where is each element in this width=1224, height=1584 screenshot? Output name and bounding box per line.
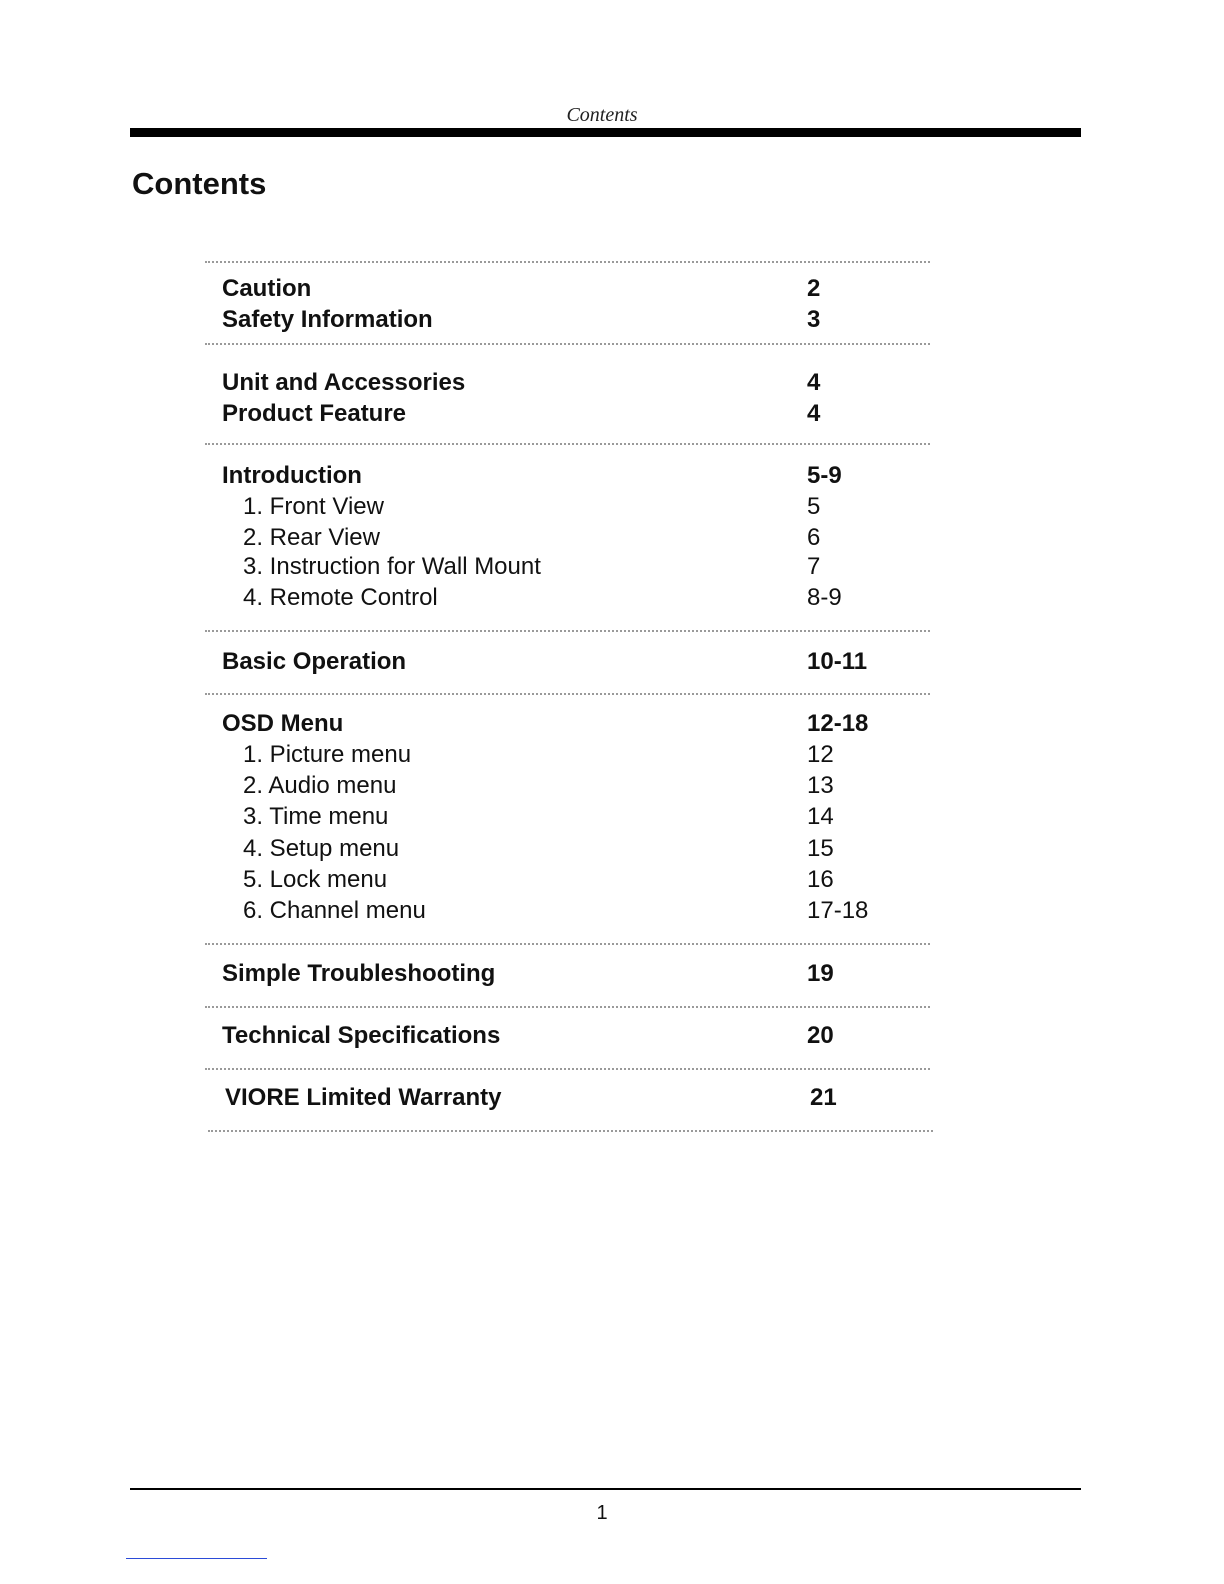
- toc-entry-limited-warranty[interactable]: VIORE Limited Warranty: [225, 1084, 502, 1111]
- toc-entry-basic-operation[interactable]: Basic Operation: [222, 648, 407, 675]
- section-divider: [208, 1130, 933, 1132]
- toc-entry-introduction[interactable]: Introduction: [222, 462, 362, 489]
- toc-entry-caution[interactable]: Caution: [222, 275, 312, 302]
- toc-page-unit-accessories[interactable]: 4: [807, 369, 821, 396]
- toc-entry-osd-menu[interactable]: OSD Menu: [222, 710, 344, 737]
- toc-entry-unit-accessories[interactable]: Unit and Accessories: [222, 369, 466, 396]
- toc-page-introduction[interactable]: 5-9: [807, 462, 842, 489]
- toc-page-caution[interactable]: 2: [807, 275, 821, 302]
- toc-page-time-menu[interactable]: 14: [807, 803, 834, 830]
- toc-entry-safety[interactable]: Safety Information: [222, 306, 433, 333]
- page-number: 1: [596, 1502, 608, 1524]
- running-header: Contents: [566, 104, 638, 126]
- toc-entry-technical-specifications[interactable]: Technical Specifications: [222, 1022, 501, 1049]
- toc-entry-wall-mount[interactable]: 3. Instruction for Wall Mount: [243, 553, 541, 580]
- toc-entry-audio-menu[interactable]: 2. Audio menu: [243, 772, 397, 799]
- toc-page-channel-menu[interactable]: 17-18: [807, 897, 869, 924]
- toc-page-troubleshooting[interactable]: 19: [807, 960, 834, 987]
- toc-entry-time-menu[interactable]: 3. Time menu: [243, 803, 389, 830]
- toc-entry-troubleshooting[interactable]: Simple Troubleshooting: [222, 960, 496, 987]
- section-divider: [205, 693, 930, 695]
- toc-page-picture-menu[interactable]: 12: [807, 741, 834, 768]
- toc-page-rear-view[interactable]: 6: [807, 524, 821, 551]
- section-divider: [205, 1006, 930, 1008]
- toc-page-technical-specifications[interactable]: 20: [807, 1022, 834, 1049]
- section-divider: [205, 943, 930, 945]
- toc-page-limited-warranty[interactable]: 21: [810, 1084, 837, 1111]
- toc-page-basic-operation[interactable]: 10-11: [807, 648, 868, 675]
- toc-entry-remote-control[interactable]: 4. Remote Control: [243, 584, 438, 611]
- section-divider: [205, 630, 930, 632]
- toc-page-wall-mount[interactable]: 7: [807, 553, 821, 580]
- section-divider: [205, 343, 930, 345]
- toc-page-front-view[interactable]: 5: [807, 493, 821, 520]
- toc-page-safety[interactable]: 3: [807, 306, 821, 333]
- section-divider: [205, 261, 930, 263]
- section-divider: [205, 443, 930, 445]
- toc-page-lock-menu[interactable]: 16: [807, 866, 834, 893]
- toc-entry-front-view[interactable]: 1. Front View: [243, 493, 384, 520]
- footer-rule: [130, 1488, 1081, 1490]
- toc-page-setup-menu[interactable]: 15: [807, 835, 834, 862]
- toc-entry-product-feature[interactable]: Product Feature: [222, 400, 407, 427]
- toc-entry-lock-menu[interactable]: 5. Lock menu: [243, 866, 388, 893]
- page-title: Contents: [132, 166, 267, 201]
- toc-page-audio-menu[interactable]: 13: [807, 772, 834, 799]
- toc-entry-channel-menu[interactable]: 6. Channel menu: [243, 897, 426, 924]
- link-underline: [126, 1558, 267, 1559]
- toc-page-remote-control[interactable]: 8-9: [807, 584, 842, 611]
- toc-page-osd-menu[interactable]: 12-18: [807, 710, 869, 737]
- section-divider: [205, 1068, 930, 1070]
- toc-entry-setup-menu[interactable]: 4. Setup menu: [243, 835, 400, 862]
- toc-page-product-feature[interactable]: 4: [807, 400, 821, 427]
- toc-entry-picture-menu[interactable]: 1. Picture menu: [243, 741, 412, 768]
- toc-entry-rear-view[interactable]: 2. Rear View: [243, 524, 380, 551]
